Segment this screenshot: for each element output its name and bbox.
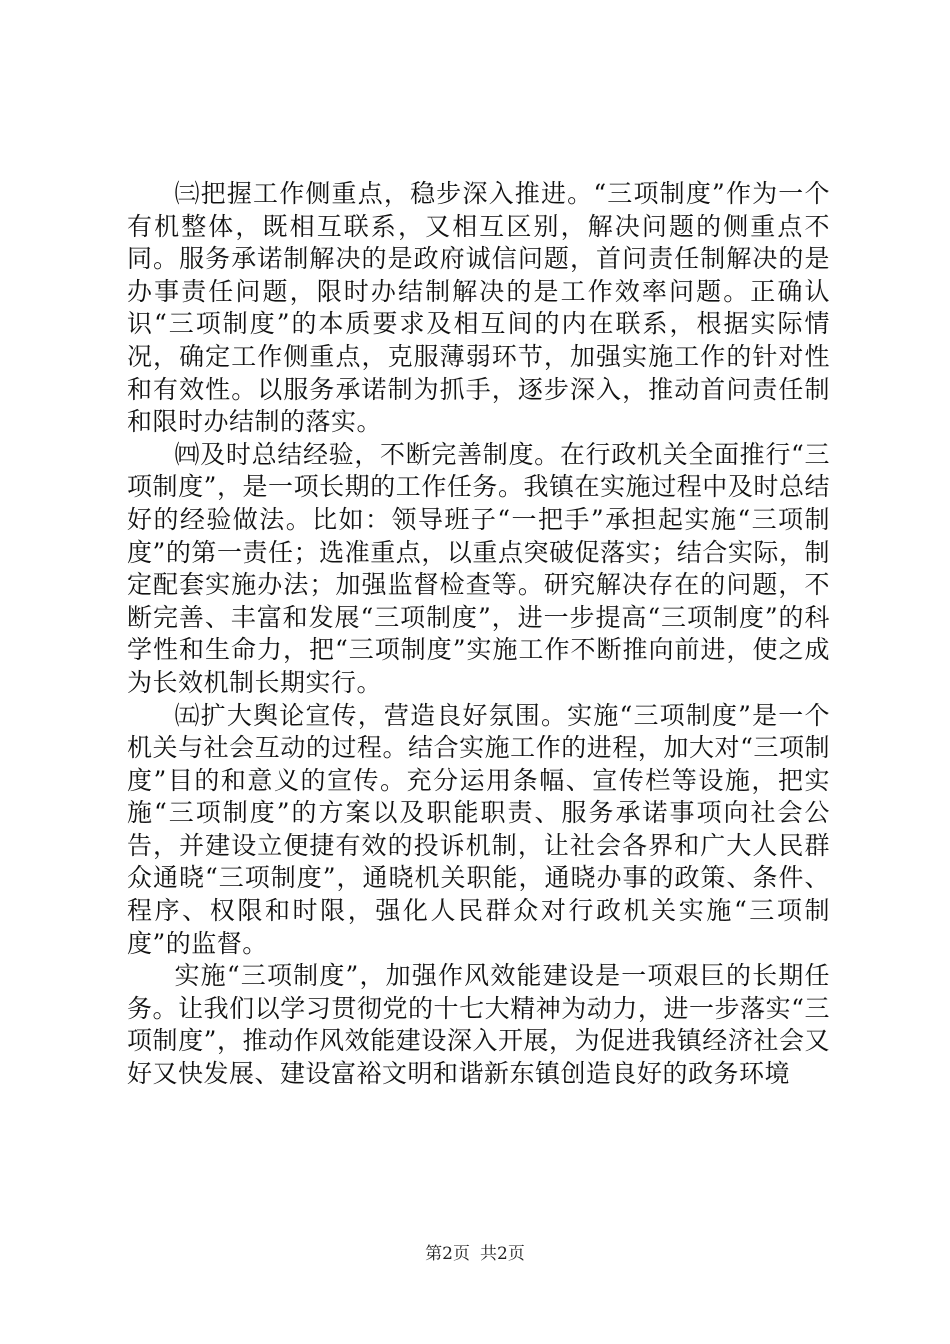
paragraph-summarize-experience: ㈣及时总结经验，不断完善制度。在行政机关全面推行“三项制度”，是一项长期的工作任务。我镇在实施过程中及时总结好的经验做法。比如：领导班子“一把手”承担起实施“三项制度”的第一责任；选准重点，以重点突破促落实；结合实际，制定配套实施办法；加强监督检查等。研究解决存在的问题，不断完善、丰富和发展“三项制度”，进一步提高“三项制度”的科学性和生命力，把“三项制度”实施工作不断推向前进，使之成为长效机制长期实行。 [127, 439, 830, 697]
page-footer [0, 1243, 950, 1265]
page-total: 共2页 [480, 1244, 525, 1264]
paragraph-conclusion: 实施“三项制度”，加强作风效能建设是一项艰巨的长期任务。让我们以学习贯彻党的十七大精神为动力，进一步落实“三项制度”，推动作风效能建设深入开展，为促进我镇经济社会又好又快发展、建设富裕文明和谐新东镇创造良好的政务环境 [127, 961, 830, 1089]
page-number: 第2页 [425, 1244, 470, 1264]
document-body [127, 178, 830, 1091]
paragraph-publicity: ㈤扩大舆论宣传，营造良好氛围。实施“三项制度”是一个机关与社会互动的过程。结合实施工作的进程，加大对“三项制度”目的和意义的宣传。充分运用条幅、宣传栏等设施，把实施“三项制度”的方案以及职能职责、服务承诺事项向社会公告，并建设立便捷有效的投诉机制，让社会各界和广大人民群众通晓“三项制度”，通晓机关职能，通晓办事的政策、条件、程序、权限和时限，强化人民群众对行政机关实施“三项制度”的监督。 [127, 700, 830, 958]
paragraph-focus-priorities: ㈢把握工作侧重点，稳步深入推进。“三项制度”作为一个有机整体，既相互联系，又相互区别，解决问题的侧重点不同。服务承诺制解决的是政府诚信问题，首问责任制解决的是办事责任问题，限时办结制解决的是工作效率问题。正确认识“三项制度”的本质要求及相互间的内在联系，根据实际情况，确定工作侧重点，克服薄弱环节，加强实施工作的针对性和有效性。以服务承诺制为抓手，逐步深入，推动首问责任制和限时办结制的落实。 [127, 179, 830, 437]
